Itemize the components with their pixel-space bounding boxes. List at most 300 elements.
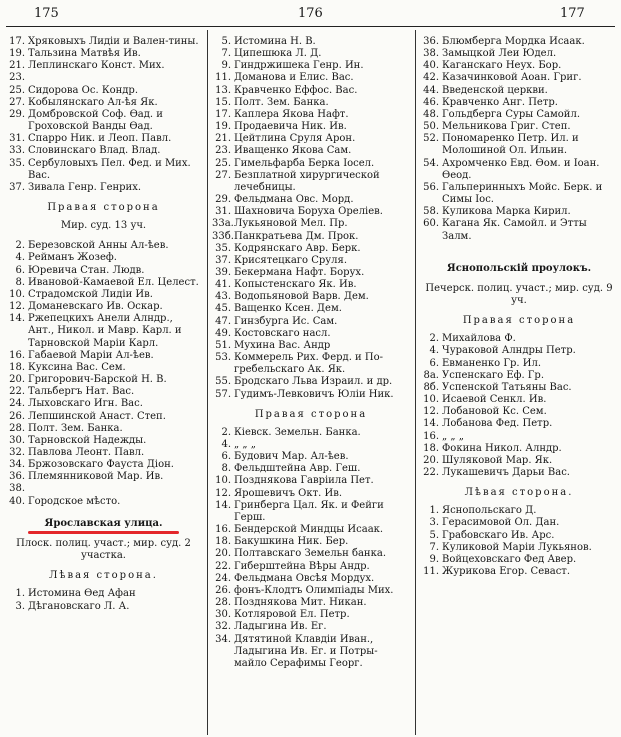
list-item (6, 350, 201, 362)
entry-number: 10. (9, 288, 25, 300)
entry-text: Куликова Марка Кирил. (442, 206, 571, 218)
entry-text: Гальперинныхъ Мойс. Берк. и Симы Іос. (442, 181, 603, 206)
list-item (212, 389, 410, 401)
list-item (420, 542, 618, 554)
entry-number: 10. (215, 475, 231, 487)
entry-text: Котляровой Ел. Петр. (234, 609, 350, 621)
entry-list (212, 427, 410, 670)
entry-text: Кагана Як. Самойл. и Этты Залм. (442, 218, 587, 242)
list-item (212, 48, 410, 60)
entry-number: 10. (423, 394, 439, 406)
entry-number: 5. (221, 36, 231, 47)
entry-number: 55. (215, 376, 231, 388)
entry-number: 30. (215, 609, 231, 621)
list-item (6, 301, 201, 313)
list-item (212, 218, 410, 230)
entry-text: Лобановой Кс. Сем. (442, 406, 547, 418)
entry-number: 16. (423, 430, 439, 442)
entry-text: Гимельфарба Берка Іосел. (234, 157, 375, 169)
list-item (212, 109, 410, 121)
entry-number: 31. (9, 133, 25, 145)
list-item (420, 443, 618, 455)
entry-number: 2. (429, 333, 439, 345)
list-item (212, 488, 410, 500)
list-item (212, 548, 410, 560)
entry-number: 13. (215, 84, 231, 96)
court-note: Мир. суд. 13 уч. (60, 220, 147, 232)
entry-text: Евманенко Гр. Ил. (442, 357, 541, 369)
entry-number: 32. (9, 446, 25, 458)
entry-text: Грабовскаго Ив. Арс. (442, 529, 555, 541)
list-item (6, 398, 201, 410)
list-item (420, 72, 618, 84)
entry-text: Ладыгина Ив. Ег. (234, 621, 327, 633)
entry-text: Бакушкина Ник. Бер. (234, 536, 349, 548)
entry-text: Цейтлина Сруля Арон. (234, 133, 356, 145)
entry-text: Рейманъ Жозеф. (28, 252, 117, 264)
entry-text: Доманова и Елис. Вас. (234, 72, 354, 84)
entry-text: Гинзбурга Ис. Сам. (234, 315, 338, 327)
entry-text: Спарро Ник. и Леоп. Павл. (28, 133, 172, 145)
entry-number: 23. (9, 72, 25, 84)
list-item (6, 182, 201, 194)
list-item (420, 158, 618, 182)
list-item (420, 97, 618, 109)
entry-text: фонъ-Клодтъ Олимпіады Мих. (234, 584, 394, 596)
list-item (6, 60, 201, 72)
street-note: Плоск. полиц. участ.; мир. суд. 2 участка. (16, 537, 191, 562)
entry-text: Иващенко Якова Сам. (234, 145, 352, 157)
page-number-left: 175 (34, 6, 59, 21)
entry-text: Копыстенскаго Як. Ив. (234, 279, 357, 291)
entry-number: 27. (215, 169, 231, 181)
entry-number: 39. (215, 266, 231, 278)
entry-number: 17. (215, 108, 231, 120)
column-divider (415, 30, 416, 735)
entry-text: Тальзина Матвѣя Ив. (28, 48, 141, 60)
list-item (6, 423, 201, 435)
entry-text: Полт. Зем. Банка. (234, 96, 329, 108)
entry-number: 20. (9, 374, 25, 386)
section-heading: Правая сторона (47, 202, 160, 214)
entry-number: 20. (215, 548, 231, 560)
entry-list (6, 240, 201, 507)
list-item (212, 267, 410, 279)
entry-text: Зивала Генр. Генрих. (28, 181, 142, 193)
entry-number: 15. (215, 96, 231, 108)
entry-text: Гудимъ-Левковичъ Юліи Ник. (234, 388, 394, 400)
entry-text: Костовскаго насл. (234, 327, 331, 339)
entry-number: 51. (215, 339, 231, 351)
entry-number: 36. (9, 471, 25, 483)
entry-number: 45. (215, 303, 231, 315)
entry-text: Кіевск. Земельн. Банка. (234, 426, 361, 438)
list-item (420, 554, 618, 566)
entry-text: Ципешюка Л. Д. (234, 48, 322, 60)
entry-number: 35. (215, 242, 231, 254)
list-item (212, 451, 410, 463)
entry-number: 12. (9, 301, 25, 313)
entry-number: 38. (9, 483, 25, 495)
entry-text: Бекермана Нафт. Борух. (234, 266, 365, 278)
entry-number: 3. (15, 600, 25, 612)
entry-number: 4. (429, 345, 439, 357)
entry-number: 11. (215, 72, 231, 84)
entry-text: Истомина Н. В. (234, 36, 316, 47)
entry-text: Крисятецкаго Сруля. (234, 254, 348, 266)
list-item (212, 133, 410, 145)
list-item (212, 97, 410, 109)
list-item (6, 72, 201, 84)
entry-text: Панкратьева Дм. Прок. (234, 230, 359, 242)
entry-number: 43. (215, 291, 231, 303)
entry-text: Сербуловыхъ Пел. Фед. и Мих. Вас. (28, 157, 191, 181)
list-item (6, 471, 201, 483)
entry-number: 29. (9, 108, 25, 120)
entry-text: Ващенко Ксен. Дем. (234, 303, 342, 315)
entry-number: 20. (423, 454, 439, 466)
list-item (6, 447, 201, 459)
list-item (212, 634, 410, 670)
list-item (212, 439, 410, 451)
entry-text: Позднякова Мит. Никан. (234, 597, 367, 609)
entry-text: Пономаренко Петр. Ил. и Молошиной Ол. Ильин. (442, 133, 579, 157)
entry-number: 8. (221, 463, 231, 475)
entry-number: 26. (9, 410, 25, 422)
list-item (212, 36, 410, 48)
entry-text: Мухина Вас. Андр (234, 339, 331, 351)
list-item (420, 530, 618, 542)
list-item (420, 418, 618, 430)
entry-text: Дятятиной Клавдіи Иван., Ладыгина Ив. Ег. и Потры-майло Серафимы Георг. (234, 633, 378, 669)
entry-number: 3. (429, 517, 439, 529)
red-underline-mark (28, 531, 179, 534)
list-item (6, 435, 201, 447)
list-item (212, 500, 410, 524)
column-left (6, 36, 201, 613)
entry-number: 18. (215, 536, 231, 548)
entry-number: 42. (423, 72, 439, 84)
page-number-right: 177 (560, 6, 585, 21)
list-item (420, 406, 618, 418)
entry-text: Кравченко Еффос. Вас. (234, 84, 358, 96)
entry-text: Гиндржишека Генр. Ин. (234, 60, 364, 72)
entry-number: 7. (429, 541, 439, 553)
entry-text: Кодрянскаго Авр. Берк. (234, 242, 361, 254)
entry-list (420, 333, 618, 479)
entry-number: 32. (215, 621, 231, 633)
entry-number: 29. (215, 194, 231, 206)
entry-number: 12. (215, 487, 231, 499)
entry-number: 28. (215, 597, 231, 609)
entry-text: Войцеховскаго Фед Авер. (442, 553, 577, 565)
list-item (6, 289, 201, 301)
list-item (6, 109, 201, 133)
column-middle (212, 36, 410, 670)
list-item (212, 60, 410, 72)
list-item (212, 145, 410, 157)
list-item (212, 316, 410, 328)
section-heading: Лѣвая сторона. (49, 570, 158, 582)
entry-number: 33. (9, 145, 25, 157)
list-item (212, 609, 410, 621)
entry-text: Павлова Леонт. Павл. (28, 446, 145, 458)
list-item (6, 97, 201, 109)
entry-number: 40. (423, 60, 439, 72)
entry-number: 19. (9, 48, 25, 60)
list-item (6, 85, 201, 97)
list-item (420, 48, 618, 60)
entry-number: 6. (15, 264, 25, 276)
page-header (0, 6, 621, 24)
list-item (6, 374, 201, 386)
list-item (212, 121, 410, 133)
entry-text: Березовской Анны Ал-ѣев. (28, 240, 169, 252)
entry-text: Страдомской Лидіи Ив. (28, 288, 153, 300)
entry-number: 11. (423, 566, 439, 578)
list-item (212, 524, 410, 536)
list-item (6, 588, 201, 600)
entry-number: 22. (423, 467, 439, 478)
entry-number: 48. (423, 108, 439, 120)
entry-text: Ржепецкихъ Анели Алндр., Ант., Никол. и Мавр. Карл. и Тарновской Маріи Карл. (28, 313, 182, 349)
entry-text: Успенскаго Еф. Гр. (442, 369, 545, 381)
entry-number: 1. (429, 505, 439, 517)
entry-text: Леплинскаго Конст. Мих. (28, 60, 165, 72)
entry-text: Племянниковой Мар. Ив. (28, 471, 164, 483)
entry-text: Позднякова Гавріила Пет. (234, 475, 374, 487)
entry-number: 44. (423, 84, 439, 96)
entry-number: 28. (9, 422, 25, 434)
entry-text: Куликовой Маріи Лукьянов. (442, 541, 592, 553)
list-item (6, 265, 201, 277)
list-item (6, 36, 201, 48)
entry-text: Блюмберга Мордка Исаак. (442, 36, 585, 47)
list-item (6, 601, 201, 613)
entry-number: 17. (9, 36, 25, 47)
list-item (212, 463, 410, 475)
list-item (420, 121, 618, 133)
list-item (420, 85, 618, 97)
entry-text: Бендерской Миндцы Исаак. (234, 524, 384, 536)
entry-text: Каганскаго Неух. Бор. (442, 60, 562, 72)
header-rule (6, 26, 615, 27)
list-item (420, 206, 618, 218)
entry-text: Фельдмана Овсѣя Мордух. (234, 572, 375, 584)
entry-number: 47. (215, 315, 231, 327)
entry-text: Герасимовой Ол. Дан. (442, 517, 560, 529)
column-right (420, 36, 618, 578)
list-item (212, 303, 410, 315)
entry-text: Гиберштейна Вѣры Андр. (234, 560, 370, 572)
entry-number: 58. (423, 206, 439, 218)
entry-number: 27. (9, 96, 25, 108)
entry-text: Лобанова Фед. Петр. (442, 418, 553, 430)
entry-number: 50. (423, 121, 439, 133)
entry-number: 8. (15, 276, 25, 288)
entry-text: Будович Мар. Ал-ѣев. (234, 451, 349, 463)
entry-text: Доманевскаго Ив. Оскар. (28, 301, 163, 313)
list-item (212, 72, 410, 84)
list-item (420, 333, 618, 345)
list-item (420, 358, 618, 370)
entry-text: „ „ „ (442, 430, 464, 442)
entry-text: Тальбергъ Нат. Вас. (28, 386, 135, 398)
entry-number: 52. (423, 133, 439, 145)
list-item (6, 459, 201, 471)
list-item (420, 109, 618, 121)
entry-number: 16. (215, 524, 231, 536)
list-item (212, 206, 410, 218)
entry-number: 54. (423, 157, 439, 169)
entry-number: 37. (215, 254, 231, 266)
list-item (420, 455, 618, 467)
entry-text: Ярошевичъ Окт. Ив. (234, 487, 343, 499)
entry-number: 35. (9, 157, 25, 169)
list-item (212, 158, 410, 170)
list-item (420, 345, 618, 357)
list-item (6, 411, 201, 423)
entry-text: Лукашевичъ Дарьи Вас. (442, 467, 570, 478)
entry-number: 6. (221, 451, 231, 463)
list-item (212, 352, 410, 376)
entry-list (212, 36, 410, 401)
list-item (212, 291, 410, 303)
entry-number: 36. (423, 36, 439, 47)
entry-text: Казачинковой Аоан. Григ. (442, 72, 582, 84)
list-item (212, 279, 410, 291)
list-item (6, 252, 201, 264)
list-item (212, 585, 410, 597)
list-item (6, 277, 201, 289)
list-item (6, 133, 201, 145)
list-item (420, 467, 618, 479)
entry-number: 16. (9, 349, 25, 361)
entry-text: Фокина Никол. Алндр. (442, 442, 562, 454)
entry-text: Мельникова Григ. Степ. (442, 121, 571, 133)
entry-number: 30. (9, 434, 25, 446)
list-item (212, 194, 410, 206)
list-item (420, 394, 618, 406)
entry-text: Кобылянскаго Ал-ѣя Як. (28, 96, 158, 108)
entry-number: 41. (215, 279, 231, 291)
column-divider (207, 30, 208, 735)
entry-number: 23. (215, 145, 231, 157)
entry-number: 18. (423, 442, 439, 454)
entry-number: 22. (9, 386, 25, 398)
list-item (212, 85, 410, 97)
entry-text: Григорович-Барской Н. В. (28, 374, 167, 386)
list-item (212, 573, 410, 585)
entry-text: Габаевой Маріи Ал-ѣев. (28, 349, 154, 361)
entry-number: 4. (221, 439, 231, 450)
entry-number: 4. (15, 252, 25, 264)
entry-list (6, 36, 201, 194)
entry-text: Коммерель Рих. Ферд. и По-гребельскаго Ак. Як. (234, 352, 384, 376)
entry-number: 8б. (423, 381, 439, 393)
list-item (212, 427, 410, 439)
list-item (6, 483, 201, 495)
entry-number: 46. (423, 96, 439, 108)
entry-text: Полтавскаго Земельн банка. (234, 548, 386, 560)
entry-text: Хряковыхъ Лидіи и Вален-тины. (28, 36, 199, 47)
entry-number: 2. (221, 426, 231, 438)
entry-text: Бродскаго Льва Израил. и др. (234, 376, 393, 388)
list-item (212, 170, 410, 194)
entry-number: 25. (215, 157, 231, 169)
entry-number: 9. (221, 60, 231, 72)
list-item (420, 505, 618, 517)
entry-text: Замыцкой Леи Юдел. (442, 48, 557, 60)
entry-text: Куксина Вас. Сем. (28, 361, 126, 373)
entry-text: Шахновича Боруха Ореліев. (234, 206, 383, 218)
entry-number: 40. (9, 495, 25, 507)
street-title: Ярославская улица. (44, 517, 163, 529)
entry-text: Лепшинской Анаст. Степ. (28, 410, 166, 422)
entry-text: „ „ „ (234, 439, 256, 450)
entry-text: Лукьяновой Мел. Пр. (234, 218, 348, 230)
list-item (420, 382, 618, 394)
list-item (212, 376, 410, 388)
entry-number: 34. (9, 459, 25, 471)
entry-list (6, 588, 201, 612)
list-item (6, 496, 201, 508)
entry-number: 24. (9, 398, 25, 410)
list-item (6, 313, 201, 349)
list-item (420, 60, 618, 72)
entry-text: Каплера Якова Нафт. (234, 108, 349, 120)
entry-number: 14. (215, 499, 231, 511)
entry-text: Ивановой-Камаевой Ел. Целест. (28, 276, 199, 288)
list-item (420, 517, 618, 529)
entry-number: 1. (15, 588, 25, 600)
list-item (6, 145, 201, 157)
list-item (420, 370, 618, 382)
entry-text: Гольдберга Суры Самойл. (442, 108, 580, 120)
entry-text: Словинскаго Влад. Влад. (28, 145, 161, 157)
list-item (212, 231, 410, 243)
entry-number: 19. (215, 121, 231, 133)
list-item (420, 36, 618, 48)
entry-number: 53. (215, 352, 231, 364)
entry-text: Полт. Зем. Банка. (28, 422, 123, 434)
list-item (212, 243, 410, 255)
entry-number: 7. (221, 48, 231, 60)
entry-text: Михайлова Ф. (442, 333, 516, 345)
entry-number: 56. (423, 181, 439, 193)
entry-number: 60. (423, 218, 439, 230)
entry-number: 37. (9, 181, 25, 193)
list-item (420, 566, 618, 578)
list-item (212, 328, 410, 340)
entry-text: Домбровской Соф. Өад. и Гроховской Ванды Өад. (28, 108, 163, 133)
list-item (212, 475, 410, 487)
entry-text: Городское мѣсто. (28, 495, 121, 507)
entry-text: Продаевича Ник. Ив. (234, 121, 347, 133)
list-item (420, 182, 618, 206)
entry-number: 34. (215, 633, 231, 645)
entry-text: Сидорова Ос. Кондр. (28, 84, 139, 96)
entry-number: 25. (9, 84, 25, 96)
list-item (212, 340, 410, 352)
street-note: Печерск. полиц. участ.; мир. суд. 9 уч. (425, 282, 613, 306)
entry-number: 14. (423, 418, 439, 430)
entry-number: 14. (9, 313, 25, 325)
entry-number: 6. (429, 357, 439, 369)
entry-text: Чураковой Алндры Петр. (442, 345, 576, 357)
entry-text: Лыховскаго Игн. Вас. (28, 398, 143, 410)
entry-text: Яснопольскаго Д. (442, 505, 537, 517)
